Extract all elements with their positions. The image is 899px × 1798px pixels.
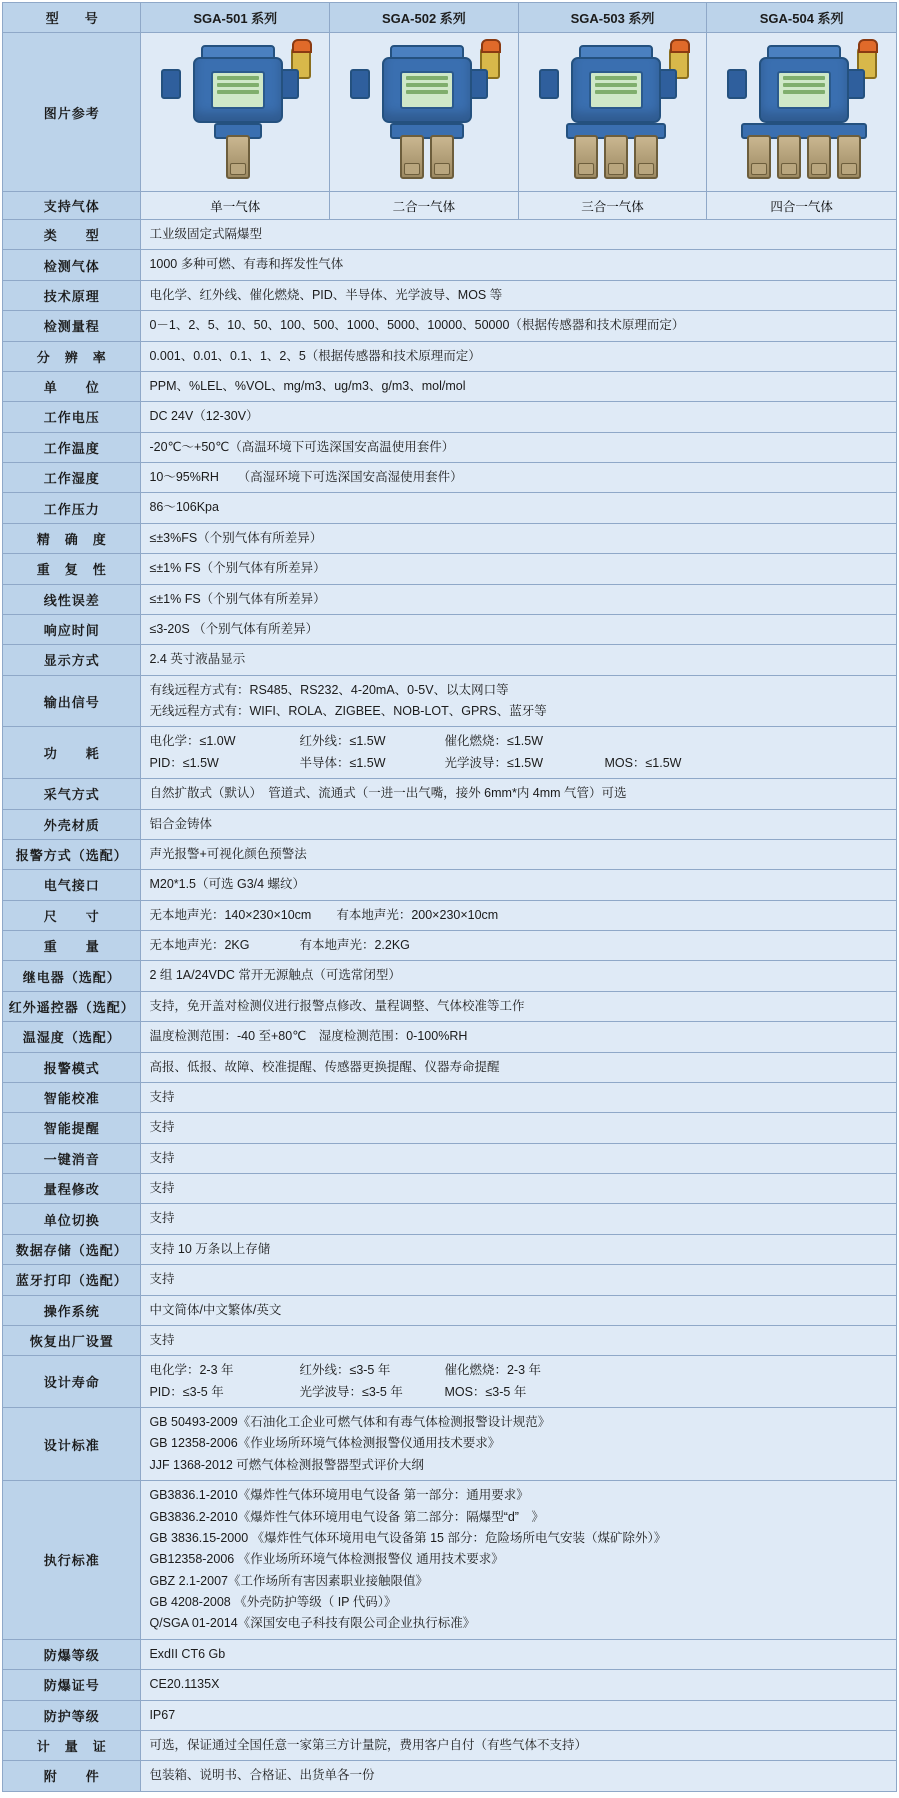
- table-row: [3, 584, 897, 614]
- row-label-image-reference: 图片参考: [3, 33, 141, 192]
- table-body: [3, 3, 897, 220]
- row-label: 功 耗: [3, 727, 141, 779]
- row-label-supported-gas: 支持气体: [3, 192, 141, 220]
- row-label: 输出信号: [3, 675, 141, 727]
- gas-detector-icon-3: [521, 39, 711, 181]
- table-row: [3, 900, 897, 930]
- table-row: [3, 1761, 897, 1791]
- row-label: 类 型: [3, 220, 141, 250]
- row-value: [141, 1325, 897, 1355]
- table-row: [3, 1639, 897, 1669]
- table-row: [3, 1174, 897, 1204]
- row-value-line: 工业级固定式隔爆型: [149, 227, 262, 241]
- row-label: 红外遥控器（选配）: [3, 991, 141, 1021]
- product-image-4: [707, 33, 897, 192]
- row-label: 单位切换: [3, 1204, 141, 1234]
- row-value-line: 铝合金铸体: [149, 816, 212, 831]
- table-row: [3, 220, 897, 250]
- row-value: [141, 1639, 897, 1669]
- row-value: [141, 809, 897, 839]
- supported-gas-4: 四合一气体: [707, 192, 897, 220]
- table-header-row: [3, 3, 897, 33]
- header-label-model: 型 号: [3, 3, 141, 33]
- row-value: [141, 584, 897, 614]
- row-label: 重 复 性: [3, 554, 141, 584]
- table-row: [3, 311, 897, 341]
- row-value-cell: 红外线：≤1.5W: [299, 734, 386, 749]
- table-row: [3, 402, 897, 432]
- row-value-line: CE20.1135X: [149, 1677, 220, 1692]
- row-value: [141, 645, 897, 675]
- gas-detector-icon-1: [143, 39, 333, 181]
- row-value: [141, 727, 897, 779]
- table-row: [3, 493, 897, 523]
- row-label: 检测气体: [3, 250, 141, 280]
- row-value-cell: MOS：≤1.5W: [604, 755, 682, 770]
- table-row: [3, 1143, 897, 1173]
- header-model-4: SGA-504 系列: [707, 3, 897, 33]
- supported-gas-2: 二合一气体: [330, 192, 519, 220]
- row-value-line: 包装箱、说明书、合格证、出货单各一份: [149, 1768, 375, 1783]
- row-value: [141, 523, 897, 553]
- row-value-line: JJF 1368-2012 可燃气体检测报警器型式评价大纲: [149, 1457, 424, 1472]
- row-value: [141, 1204, 897, 1234]
- row-label: 恢复出厂设置: [3, 1325, 141, 1355]
- row-value-line: [149, 1382, 888, 1403]
- supported-gas-3: 三合一气体: [518, 192, 707, 220]
- table-row: [3, 645, 897, 675]
- row-label: 尺 寸: [3, 900, 141, 930]
- row-value: [141, 463, 897, 493]
- row-value: [141, 1700, 897, 1730]
- row-label: 智能校准: [3, 1082, 141, 1112]
- row-label: 报警方式（选配）: [3, 839, 141, 869]
- row-value-line: 支持: [149, 1332, 175, 1347]
- row-label: 计 量 证: [3, 1730, 141, 1760]
- row-label: 数据存储（选配）: [3, 1234, 141, 1264]
- row-value: [141, 1174, 897, 1204]
- row-value: [141, 779, 897, 809]
- table-row: [3, 809, 897, 839]
- row-value-line: 高报、低报、故障、校准提醒、传感器更换提醒、仪器寿命提醒: [149, 1059, 500, 1074]
- row-label: 工作电压: [3, 402, 141, 432]
- row-value: [141, 1022, 897, 1052]
- row-value-line: 86～106Kpa: [149, 500, 219, 515]
- row-value-line: 10～95%RH （高湿环境下可选深国安高湿使用套件）: [149, 470, 463, 484]
- gas-detector-icon-2: [332, 39, 522, 181]
- row-value-line: 支持: [149, 1181, 175, 1195]
- row-value: [141, 1730, 897, 1760]
- table-row: [3, 1730, 897, 1760]
- row-value-line: 支持，免开盖对检测仪进行报警点修改、量程调整、气体校准等工作: [149, 998, 525, 1013]
- row-value-line: [149, 753, 888, 774]
- row-value-line: DC 24V（12-30V）: [149, 409, 259, 424]
- table-row: [3, 727, 897, 779]
- table-row: [3, 523, 897, 553]
- row-value: [141, 554, 897, 584]
- row-value-line: 声光报警+可视化颜色预警法: [149, 846, 307, 861]
- row-label: 线性误差: [3, 584, 141, 614]
- row-label: 工作湿度: [3, 463, 141, 493]
- header-model-3: SGA-503 系列: [518, 3, 707, 33]
- row-value: [141, 1408, 897, 1481]
- table-row: [3, 341, 897, 371]
- row-value-line: GB3836.2-2010《爆炸性气体环境用电气设备 第二部分：隔爆型“d” 》: [149, 1509, 544, 1524]
- row-value: [141, 1265, 897, 1295]
- row-value-line: 1000 多种可燃、有毒和挥发性气体: [149, 257, 344, 272]
- row-value: [141, 220, 897, 250]
- row-value-cell: 光学波导：≤3-5 年: [299, 1384, 403, 1399]
- row-value: [141, 1082, 897, 1112]
- table-row: [3, 1481, 897, 1640]
- product-image-3: [518, 33, 707, 192]
- table-row: [3, 1670, 897, 1700]
- row-value: [141, 1481, 897, 1640]
- product-image-1: [141, 33, 330, 192]
- row-value-line: 自然扩散式（默认） 管道式、流通式（一进一出气嘴，接外 6mm*内 4mm 气管）可选: [149, 786, 627, 801]
- row-label: 一键消音: [3, 1143, 141, 1173]
- row-value-line: 无本地声光：140×230×10cm 有本地声光：200×230×10cm: [149, 907, 499, 922]
- row-label: 防爆等级: [3, 1639, 141, 1669]
- table-row: [3, 371, 897, 401]
- row-label: 防护等级: [3, 1700, 141, 1730]
- gas-detector-icon-4: [709, 39, 899, 181]
- row-label: 显示方式: [3, 645, 141, 675]
- table-row: [3, 1234, 897, 1264]
- row-value-line: IP67: [149, 1707, 176, 1722]
- table-row: [3, 1408, 897, 1481]
- row-value-line: ExdII CT6 Gb: [149, 1646, 226, 1661]
- row-value-line: GB12358-2006 《作业场所环境气体检测报警仪 通用技术要求》: [149, 1552, 504, 1567]
- table-row: [3, 1325, 897, 1355]
- row-value: [141, 961, 897, 991]
- row-value-line: GBZ 2.1-2007《工作场所有害因素职业接触限值》: [149, 1573, 428, 1588]
- row-label: 温湿度（选配）: [3, 1022, 141, 1052]
- table-row: [3, 1700, 897, 1730]
- row-value-line: GB3836.1-2010《爆炸性气体环境用电气设备 第一部分：通用要求》: [149, 1488, 529, 1503]
- row-value-line: 无本地声光：2KG 有本地声光：2.2KG: [149, 938, 410, 952]
- row-label: 继电器（选配）: [3, 961, 141, 991]
- spec-sheet: [0, 2, 899, 1798]
- specification-table: [2, 2, 897, 1792]
- row-value-line: 支持 10 万条以上存储: [149, 1241, 271, 1256]
- supported-gas-1: 单一气体: [141, 192, 330, 220]
- row-value: [141, 1052, 897, 1082]
- row-value-line: GB 12358-2006《作业场所环境气体检测报警仪通用技术要求》: [149, 1436, 501, 1451]
- table-row: [3, 280, 897, 310]
- row-value-cell: 电化学：2-3 年: [149, 1363, 234, 1378]
- row-value-line: 可选，保证通过全国任意一家第三方计量院，费用客户自付（有些气体不支持）: [149, 1737, 587, 1752]
- row-value-line: ≤±3%FS（个别气体有所差异）: [149, 530, 323, 545]
- row-value-line: GB 4208-2008 《外壳防护等级（ IP 代码）》: [149, 1595, 397, 1609]
- row-value-line: [149, 1360, 888, 1381]
- row-label: 分 辨 率: [3, 341, 141, 371]
- row-value-line: 支持: [149, 1120, 175, 1135]
- row-label: 技术原理: [3, 280, 141, 310]
- row-value-line: 温度检测范围：-40 至+80℃ 湿度检测范围：0-100%RH: [149, 1029, 468, 1044]
- row-value-line: -20℃～+50℃（高温环境下可选深国安高温使用套件）: [149, 439, 455, 454]
- row-label: 操作系统: [3, 1295, 141, 1325]
- row-value-line: ≤3-20S （个别气体有所差异）: [149, 621, 319, 636]
- table-row: [3, 931, 897, 961]
- row-label: 工作温度: [3, 432, 141, 462]
- row-label: 设计标准: [3, 1408, 141, 1481]
- row-label: 附 件: [3, 1761, 141, 1791]
- row-label: 检测量程: [3, 311, 141, 341]
- row-value: [141, 371, 897, 401]
- row-label: 响应时间: [3, 614, 141, 644]
- row-label: 执行标准: [3, 1481, 141, 1640]
- row-label: 蓝牙打印（选配）: [3, 1265, 141, 1295]
- row-label: 单 位: [3, 371, 141, 401]
- row-value: [141, 1356, 897, 1408]
- row-value-line: PPM、%LEL、%VOL、mg/m3、ug/m3、g/m3、mol/mol: [149, 378, 466, 393]
- row-value: [141, 1670, 897, 1700]
- table-row: [3, 250, 897, 280]
- row-value-line: 支持: [149, 1150, 175, 1165]
- table-row: [3, 779, 897, 809]
- table-row: [3, 614, 897, 644]
- table-row: [3, 432, 897, 462]
- row-label: 防爆证号: [3, 1670, 141, 1700]
- row-label: 工作压力: [3, 493, 141, 523]
- row-value-line: 2.4 英寸液晶显示: [149, 652, 246, 667]
- row-value-line: GB 3836.15-2000 《爆炸性气体环境用电气设备第 15 部分：危险场所电气安装（煤矿除外）》: [149, 1530, 667, 1545]
- row-value: [141, 1143, 897, 1173]
- row-label: 设计寿命: [3, 1356, 141, 1408]
- row-value-cell: 光学波导：≤1.5W: [444, 755, 543, 770]
- row-value-line: GB 50493-2009《石油化工企业可燃气体和有毒气体检测报警设计规范》: [149, 1415, 551, 1429]
- row-value: [141, 839, 897, 869]
- row-label: 重 量: [3, 931, 141, 961]
- table-row: [3, 1204, 897, 1234]
- row-value-cell: 催化燃烧：≤1.5W: [444, 734, 543, 749]
- table-row: [3, 991, 897, 1021]
- row-value: [141, 311, 897, 341]
- row-label: 量程修改: [3, 1174, 141, 1204]
- row-label: 外壳材质: [3, 809, 141, 839]
- row-value-line: 无线远程方式有：WIFI、ROLA、ZIGBEE、NOB-LOT、GPRS、蓝牙等: [149, 704, 547, 718]
- row-label: 报警模式: [3, 1052, 141, 1082]
- row-value-cell: MOS：≤3-5 年: [444, 1384, 527, 1399]
- row-value: [141, 280, 897, 310]
- row-value: [141, 1234, 897, 1264]
- row-value-cell: 红外线：≤3-5 年: [299, 1363, 391, 1378]
- row-value-line: 2 组 1A/24VDC 常开无源触点（可选常闭型）: [149, 968, 401, 983]
- row-value-line: 中文简体/中文繁体/英文: [149, 1302, 282, 1317]
- product-image-2: [330, 33, 519, 192]
- row-label: 电气接口: [3, 870, 141, 900]
- row-value: [141, 1113, 897, 1143]
- table-row: [3, 1113, 897, 1143]
- header-model-2: SGA-502 系列: [330, 3, 519, 33]
- table-row: [3, 870, 897, 900]
- row-value-cell: 电化学：≤1.0W: [149, 734, 236, 749]
- row-value: [141, 341, 897, 371]
- row-value-cell: PID：≤1.5W: [149, 755, 219, 770]
- row-value: [141, 432, 897, 462]
- row-value: [141, 675, 897, 727]
- table-row: [3, 1295, 897, 1325]
- row-value-line: 0.001、0.01、0.1、1、2、5（根据传感器和技术原理而定）: [149, 348, 481, 363]
- table-row: [3, 554, 897, 584]
- row-value-line: 0－1、2、5、10、50、100、500、1000、5000、10000、50000（根据传感器和技术原理而定）: [149, 318, 685, 333]
- row-value-line: ≤±1% FS（个别气体有所差异）: [149, 591, 326, 606]
- header-model-1: SGA-501 系列: [141, 3, 330, 33]
- row-value: [141, 1761, 897, 1791]
- table-row: [3, 1265, 897, 1295]
- row-value: [141, 870, 897, 900]
- image-row: [3, 33, 897, 192]
- row-value: [141, 991, 897, 1021]
- supported-gas-row: [3, 192, 897, 220]
- row-label: 精 确 度: [3, 523, 141, 553]
- row-label: 智能提醒: [3, 1113, 141, 1143]
- table-row: [3, 1052, 897, 1082]
- row-value-cell: 半导体：≤1.5W: [299, 755, 386, 770]
- spec-rows-body: [3, 220, 897, 1792]
- row-value-line: 支持: [149, 1089, 175, 1104]
- row-value-line: 电化学、红外线、催化燃烧、PID、半导体、光学波导、MOS 等: [149, 287, 503, 302]
- row-value: [141, 250, 897, 280]
- table-row: [3, 1082, 897, 1112]
- row-value: [141, 402, 897, 432]
- row-value-line: ≤±1% FS（个别气体有所差异）: [149, 561, 326, 576]
- row-label: 采气方式: [3, 779, 141, 809]
- table-row: [3, 1022, 897, 1052]
- table-row: [3, 1356, 897, 1408]
- row-value-cell: 催化燃烧：2-3 年: [444, 1363, 541, 1378]
- row-value-line: 有线远程方式有：RS485、RS232、4-20mA、0-5V、以太网口等: [149, 682, 509, 697]
- row-value: [141, 614, 897, 644]
- table-row: [3, 961, 897, 991]
- row-value: [141, 1295, 897, 1325]
- row-value: [141, 493, 897, 523]
- table-row: [3, 839, 897, 869]
- row-value-line: Q/SGA 01-2014《深国安电子科技有限公司企业执行标准》: [149, 1616, 476, 1631]
- row-value-line: 支持: [149, 1272, 175, 1287]
- row-value-cell: PID：≤3-5 年: [149, 1384, 224, 1399]
- table-row: [3, 675, 897, 727]
- row-value: [141, 900, 897, 930]
- table-row: [3, 463, 897, 493]
- row-value: [141, 931, 897, 961]
- row-value-line: 支持: [149, 1211, 175, 1226]
- row-value-line: [149, 731, 888, 752]
- row-value-line: M20*1.5（可选 G3/4 螺纹）: [149, 877, 306, 892]
